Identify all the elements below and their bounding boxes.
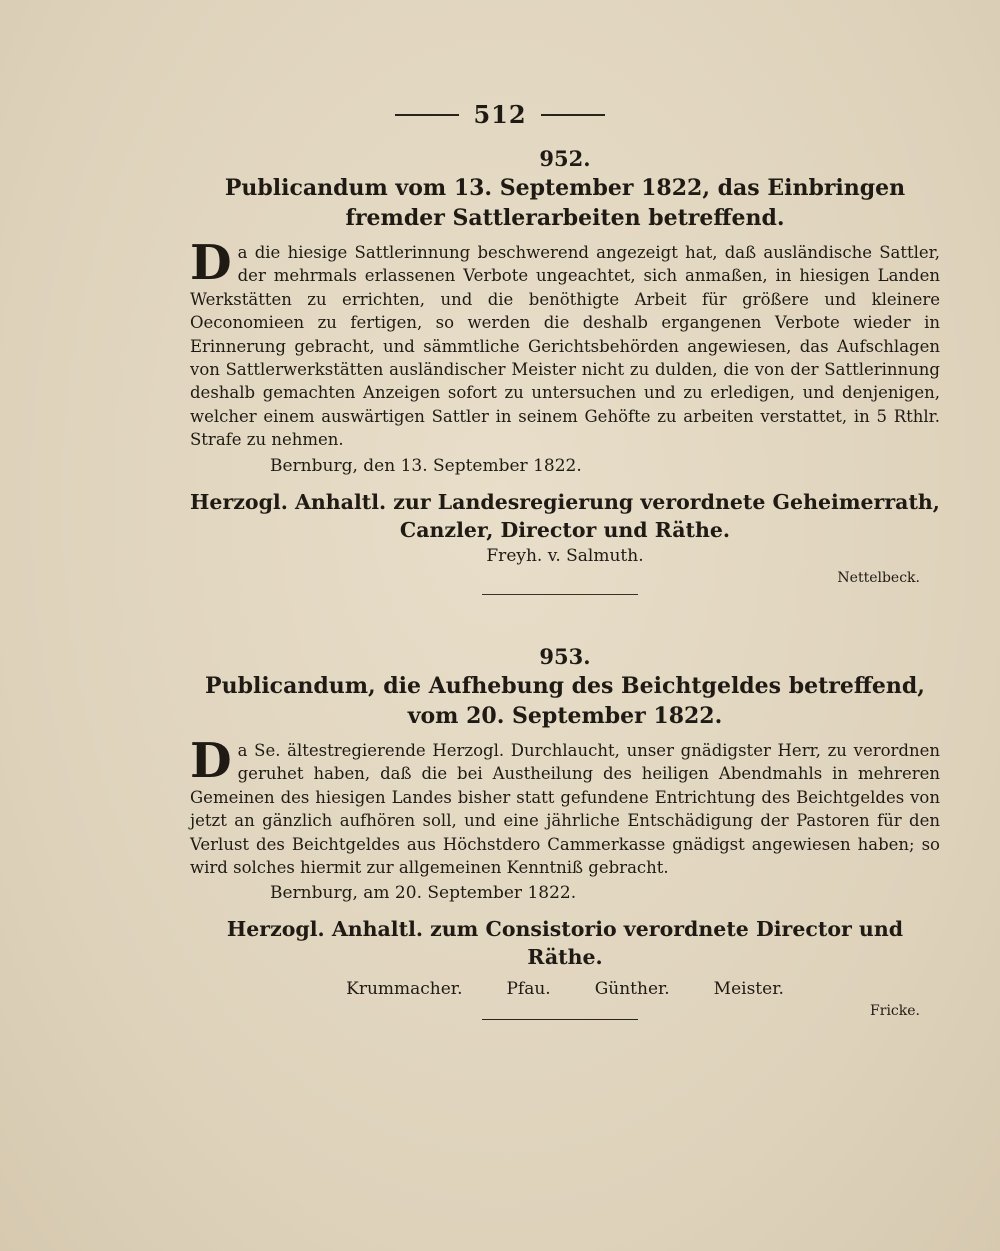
signer-primary: Freyh. v. Salmuth. — [486, 545, 644, 566]
issuing-authority: Herzogl. Anhaltl. zum Consistorio verordnete Director und Räthe. — [226, 917, 904, 970]
drop-cap: D — [190, 235, 232, 291]
end-rule — [482, 1019, 638, 1020]
body-text: a Se. ältestregierende Herzogl. Durchlaucht, unser gnädigster Herr, zu verordnen geruhet haben, daß die bei Austheilung des heiligen Abendmahls in mehreren Gemeinen des hiesigen Landes bisher statt gefundene Entrichtung des Beichtgeldes von jetzt an gänzlich aufhören soll, und eine jährliche Entschädigung der Pastoren für den Verlust des Beichtgeldes aus Höchstdero Cammerkasse gnädigst angewiesen haben; so wird solches hiermit zur allgemeinen Kenntniß gebracht. — [190, 741, 940, 878]
signer: Krummacher. — [346, 979, 463, 1000]
signer-secondary: Fricke. — [870, 1003, 920, 1020]
header-rule-left — [395, 114, 459, 116]
signer: Meister. — [713, 979, 784, 1000]
section-number: 953. — [539, 644, 591, 669]
section-divider — [482, 594, 638, 595]
signers-row — [190, 979, 940, 999]
place-date: Bernburg, den 13. September 1822. — [270, 455, 582, 476]
page-header — [0, 100, 1000, 129]
section-title: Publicandum, die Aufhebung des Beichtgeldes betreffend, vom 20. September 1822. — [205, 673, 925, 729]
body-text: a die hiesige Sattlerinnung beschwerend angezeigt hat, daß ausländische Sattler, der mehrmals erlassenen Verbote ungeachtet, sich anmaßen, in hiesigen Landen Werkstätten zu errichten, und die benöthigte Arbeit für größere und kleinere Oeconomieen zu fertigen, so werden die deshalb ergangenen Verbote wieder in Erinnerung gebracht, und sämmtliche Gerichtsbehörden angewiesen, das Aufschlagen von Sattlerwerkstätten ausländischer Meister nicht zu dulden, die von der Sattlerinnung deshalb gemachten Anzeigen sofort zu untersuchen und zu erledigen, und denjenigen, welcher einem auswärtigen Sattler in seinem Gehöfte zu arbeiten verstattet, in 5 Rthlr. Strafe zu nehmen. — [190, 243, 940, 450]
drop-cap: D — [190, 733, 232, 789]
section-number: 952. — [539, 146, 591, 171]
header-rule-right — [541, 114, 605, 116]
signer: Pfau. — [506, 979, 551, 1000]
section-body — [190, 235, 940, 452]
place-date: Bernburg, am 20. September 1822. — [270, 883, 577, 904]
page-number: 512 — [473, 100, 527, 129]
section-body — [190, 733, 940, 879]
signer: Günther. — [594, 979, 670, 1000]
section-title: Publicandum vom 13. September 1822, das Einbringen fremder Sattlerarbeiten betreffend. — [224, 175, 906, 231]
issuing-authority: Herzogl. Anhaltl. zur Landesregierung verordnete Geheimerrath, Canzler, Director und Räthe. — [190, 489, 940, 542]
section-953 — [190, 644, 940, 1019]
section-952 — [190, 146, 940, 586]
signer-secondary: Nettelbeck. — [837, 569, 920, 586]
